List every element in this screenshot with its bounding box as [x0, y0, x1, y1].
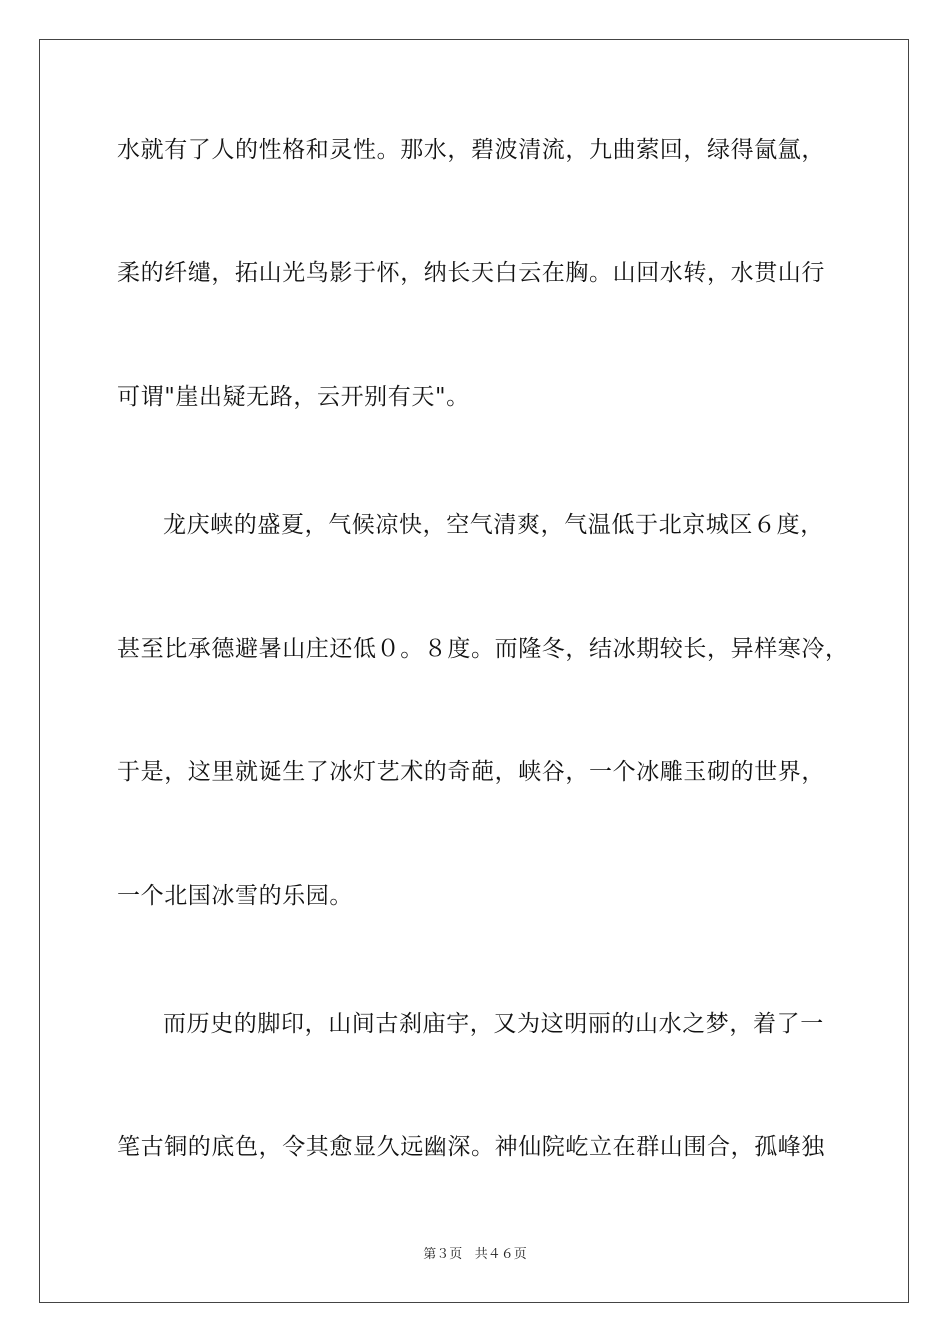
body-line-5: 甚至比承德避暑山庄还低０。８度。而隆冬，结冰期较长，异样寒冷， [117, 636, 849, 662]
body-line-2: 柔的纤缱，拓山光鸟影于怀，纳长天白云在胸。山回水转，水贯山行 [117, 260, 825, 286]
paragraph-start-line-4: 龙庆峡的盛夏，气候凉快，空气清爽，气温低于北京城区６度， [163, 512, 824, 538]
body-line-6: 于是，这里就诞生了冰灯艺术的奇葩，峡谷，一个冰雕玉砌的世界， [117, 759, 825, 785]
body-line-7: 一个北国冰雪的乐园。 [117, 883, 353, 909]
body-line-9: 笔古铜的底色，令其愈显久远幽深。神仙院屹立在群山围合，孤峰独 [117, 1134, 825, 1160]
page-footer [0, 1246, 950, 1264]
paragraph-start-line-8: 而历史的脚印，山间古刹庙宇，又为这明丽的山水之梦，着了一 [163, 1011, 824, 1037]
page-frame [39, 39, 909, 1303]
body-line-3: 可谓"崖出疑无路，云开别有天"。 [117, 384, 470, 410]
page-number: 第３页 [423, 1247, 463, 1262]
body-line-1: 水就有了人的性格和灵性。那水，碧波清流，九曲萦回，绿得氤氲， [117, 137, 825, 163]
total-pages: 共４６页 [474, 1247, 527, 1262]
